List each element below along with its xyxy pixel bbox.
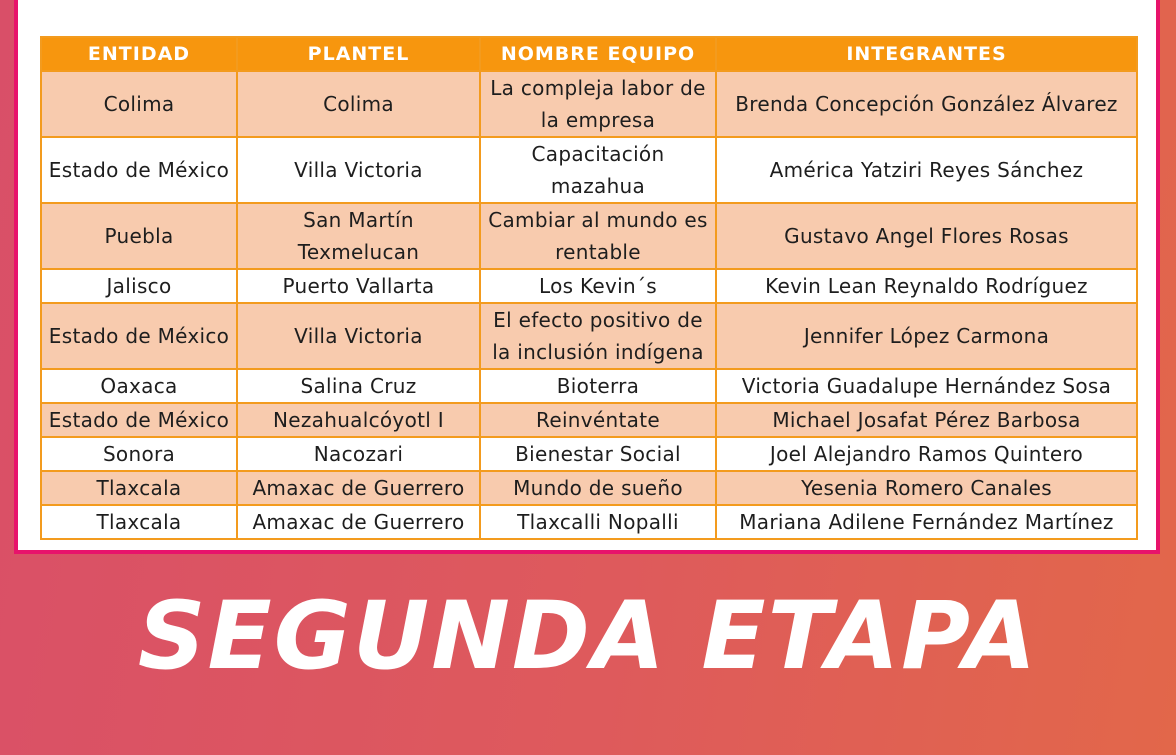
cell-integrantes: Joel Alejandro Ramos Quintero (716, 437, 1137, 471)
table-card (14, 0, 1160, 554)
cell-plantel: Salina Cruz (237, 369, 480, 403)
cell-plantel: Amaxac de Guerrero (237, 505, 480, 539)
cell-entidad: Estado de México (41, 303, 237, 369)
cell-equipo: Reinvéntate (480, 403, 716, 437)
cell-equipo: Tlaxcalli Nopalli (480, 505, 716, 539)
cell-integrantes: Mariana Adilene Fernández Martínez (716, 505, 1137, 539)
cell-integrantes: Brenda Concepción González Álvarez (716, 71, 1137, 137)
table-row (41, 437, 1137, 471)
cell-plantel: San Martín Texmelucan (237, 203, 480, 269)
cell-plantel: Puerto Vallarta (237, 269, 480, 303)
table-row (41, 403, 1137, 437)
table-header-row (41, 37, 1137, 71)
header-nombre-equipo: NOMBRE EQUIPO (480, 37, 716, 71)
cell-entidad: Tlaxcala (41, 505, 237, 539)
cell-plantel: Villa Victoria (237, 137, 480, 203)
table-row (41, 137, 1137, 203)
header-plantel: PLANTEL (237, 37, 480, 71)
cell-equipo: Cambiar al mundo es rentable (480, 203, 716, 269)
cell-integrantes: Michael Josafat Pérez Barbosa (716, 403, 1137, 437)
cell-entidad: Estado de México (41, 137, 237, 203)
cell-plantel: Nacozari (237, 437, 480, 471)
cell-integrantes: Kevin Lean Reynaldo Rodríguez (716, 269, 1137, 303)
cell-equipo: Capacitación mazahua (480, 137, 716, 203)
header-entidad: ENTIDAD (41, 37, 237, 71)
cell-entidad: Tlaxcala (41, 471, 237, 505)
table-row (41, 303, 1137, 369)
cell-plantel: Colima (237, 71, 480, 137)
cell-entidad: Oaxaca (41, 369, 237, 403)
cell-entidad: Puebla (41, 203, 237, 269)
cell-plantel: Amaxac de Guerrero (237, 471, 480, 505)
cell-equipo: La compleja labor de la empresa (480, 71, 716, 137)
cell-integrantes: América Yatziri Reyes Sánchez (716, 137, 1137, 203)
stage-title: SEGUNDA ETAPA (137, 582, 1039, 691)
header-integrantes: INTEGRANTES (716, 37, 1137, 71)
cell-entidad: Sonora (41, 437, 237, 471)
cell-entidad: Jalisco (41, 269, 237, 303)
table-row (41, 71, 1137, 137)
cell-equipo: Bioterra (480, 369, 716, 403)
cell-entidad: Colima (41, 71, 237, 137)
cell-equipo: Los Kevin´s (480, 269, 716, 303)
cell-entidad: Estado de México (41, 403, 237, 437)
cell-integrantes: Yesenia Romero Canales (716, 471, 1137, 505)
cell-equipo: Bienestar Social (480, 437, 716, 471)
cell-plantel: Nezahualcóyotl I (237, 403, 480, 437)
table-row (41, 471, 1137, 505)
cell-integrantes: Gustavo Angel Flores Rosas (716, 203, 1137, 269)
cell-integrantes: Jennifer López Carmona (716, 303, 1137, 369)
cell-equipo: Mundo de sueño (480, 471, 716, 505)
table-row (41, 269, 1137, 303)
table-row (41, 203, 1137, 269)
cell-equipo: El efecto positivo de la inclusión indígena (480, 303, 716, 369)
teams-table (40, 36, 1138, 540)
cell-plantel: Villa Victoria (237, 303, 480, 369)
table-row (41, 369, 1137, 403)
table-row (41, 505, 1137, 539)
cell-integrantes: Victoria Guadalupe Hernández Sosa (716, 369, 1137, 403)
